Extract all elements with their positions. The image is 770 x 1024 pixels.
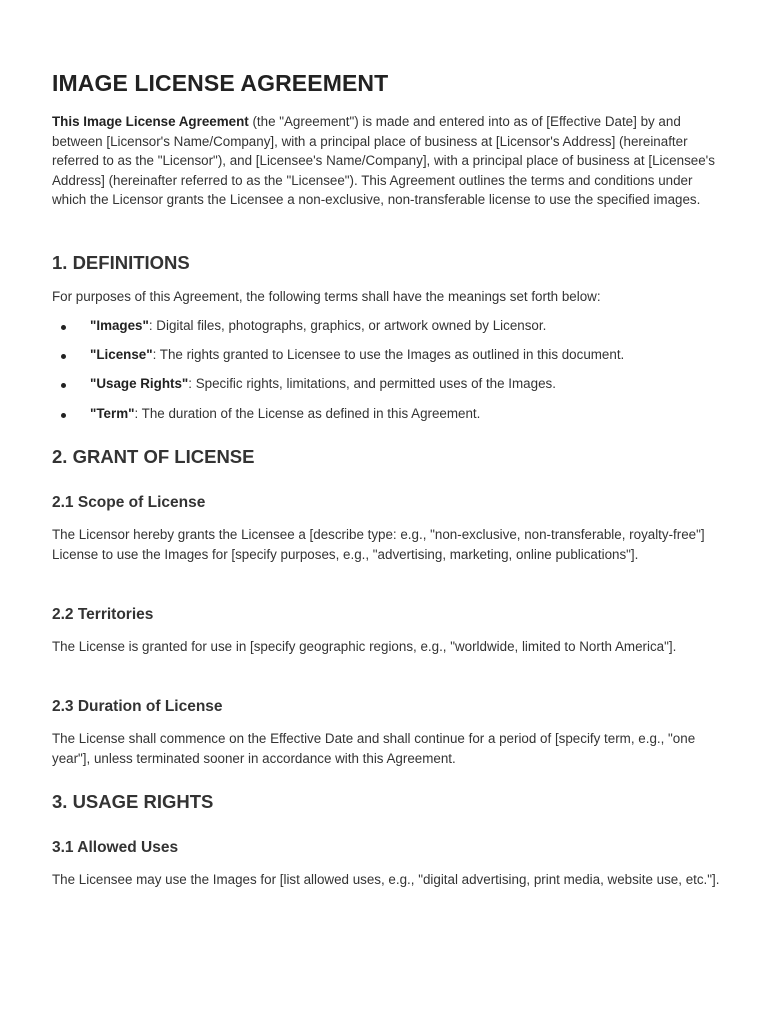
list-item bbox=[52, 404, 624, 433]
list-item bbox=[52, 345, 624, 374]
definition-term: "License" bbox=[90, 347, 153, 363]
duration-text: The License shall commence on the Effective Date and shall continue for a period of [specify term, e.g., "one year"], unless terminated sooner in accordance with this Agreement. bbox=[52, 731, 696, 766]
definitions-intro: For purposes of this Agreement, the following terms shall have the meanings set forth below: bbox=[52, 289, 601, 304]
bullet-icon bbox=[61, 413, 66, 418]
territories-text: The License is granted for use in [specify geographic regions, e.g., "worldwide, limited to North America"]. bbox=[52, 639, 677, 654]
list-item bbox=[52, 316, 624, 345]
intro-text: (the "Agreement") is made and entered into as of [Effective Date] by and between [Licensor's Name/Company], with a principal place of business at [Licensor's Address] (hereinafter referred to as the "Licensor"), and [Licensee's Name/Company], with a principal place of business at [Licensee's Address] (hereinafter referred to as the "Licensee"). This Agreement outlines the terms and conditions under which the Licensor grants the Licensee a non-exclusive, non-transferable license to use the specified images. bbox=[52, 114, 715, 208]
allowed-uses-text: The Licensee may use the Images for [list allowed uses, e.g., "digital advertising, print media, website use, etc."]. bbox=[52, 872, 720, 887]
bullet-icon bbox=[61, 354, 66, 359]
definition-term: "Term" bbox=[90, 405, 135, 421]
intro-paragraph bbox=[52, 112, 724, 210]
territories-heading: 2.2 Territories bbox=[52, 606, 154, 623]
definitions-list bbox=[52, 316, 624, 433]
definition-text: : Specific rights, limitations, and permitted uses of the Images. bbox=[188, 376, 556, 392]
document-title: IMAGE LICENSE AGREEMENT bbox=[52, 70, 389, 96]
intro-lead: This Image License Agreement bbox=[52, 114, 249, 129]
definition-text: : The duration of the License as defined in this Agreement. bbox=[134, 405, 481, 421]
section-grant-heading: 2. GRANT OF LICENSE bbox=[52, 446, 255, 467]
section-definitions-heading: 1. DEFINITIONS bbox=[52, 252, 190, 273]
definition-text: : The rights granted to Licensee to use the Images as outlined in this document. bbox=[152, 347, 625, 363]
duration-heading: 2.3 Duration of License bbox=[52, 698, 223, 715]
bullet-icon bbox=[61, 383, 66, 388]
allowed-uses-heading: 3.1 Allowed Uses bbox=[52, 839, 179, 856]
section-usage-heading: 3. USAGE RIGHTS bbox=[52, 791, 214, 812]
bullet-icon bbox=[61, 325, 66, 330]
scope-heading: 2.1 Scope of License bbox=[52, 494, 206, 511]
definition-term: "Usage Rights" bbox=[90, 376, 189, 392]
list-item bbox=[52, 374, 624, 403]
definition-text: : Digital files, photographs, graphics, or artwork owned by Licensor. bbox=[148, 318, 547, 333]
scope-text: The Licensor hereby grants the Licensee a [describe type: e.g., "non-exclusive, non-transferable, royalty-free"] License to use the Images for [specify purposes, e.g., "advertising, marketing, online publications"]. bbox=[52, 527, 705, 562]
definition-term: "Images" bbox=[90, 318, 149, 333]
